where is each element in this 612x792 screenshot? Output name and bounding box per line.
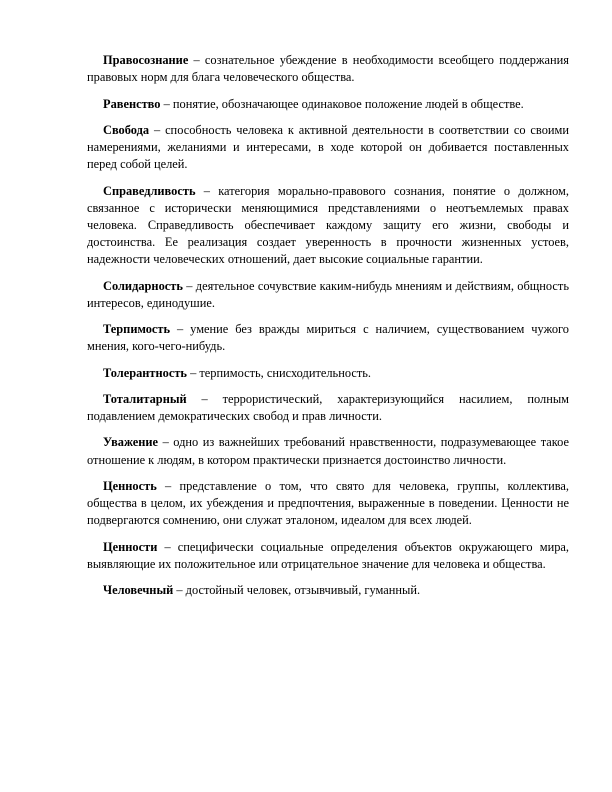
glossary-entry-chelovechny bbox=[87, 582, 569, 599]
term: Правосознание bbox=[103, 53, 189, 67]
glossary-list bbox=[87, 52, 569, 608]
term: Терпимость bbox=[103, 322, 171, 337]
term: Ценности bbox=[103, 539, 158, 554]
glossary-entry-tsennosti bbox=[87, 539, 569, 573]
definition: – терпимость, снисходительность. bbox=[186, 365, 371, 380]
term: Толерантность bbox=[103, 365, 187, 380]
term: Справедливость bbox=[103, 183, 196, 198]
glossary-entry-svoboda bbox=[87, 122, 569, 174]
definition: – умение без вражды мириться с наличием, существованием чужого мнения, кого-чего-нибудь. bbox=[87, 322, 569, 354]
term: Человечный bbox=[103, 583, 174, 598]
glossary-entry-ravenstvo bbox=[87, 96, 569, 113]
term: Уважение bbox=[103, 435, 159, 450]
definition: – категория морально-правового сознания, понятие о должном, связанное с исторически меняющимися представлениями о неотъемлемых правах человека. Справедливость обеспечивает каждому защиту его жизни, свободы и достоинства. Ее реализация создает уверенность в прочности жизненных устоев, надежности человеческих отношений, дает высокие социальные гарантии. bbox=[87, 183, 569, 267]
glossary-entry-tsennost bbox=[87, 478, 569, 530]
term: Ценность bbox=[103, 478, 157, 493]
definition: – сознательное убеждение в необходимости всеобщего поддержания правовых норм для блага человеческого общества. bbox=[87, 53, 569, 85]
term: Тоталитарный bbox=[103, 391, 187, 406]
glossary-entry-terpimost bbox=[87, 321, 569, 355]
glossary-entry-solidarnost bbox=[87, 278, 569, 312]
glossary-entry-pravosoznanie bbox=[87, 52, 569, 86]
glossary-entry-tolerantnost bbox=[87, 365, 569, 382]
term: Свобода bbox=[103, 122, 150, 137]
definition: – специфически социальные определения объектов окружающего мира, выявляющие их положительное или отрицательное значение для человека и общества. bbox=[87, 539, 569, 571]
term: Солидарность bbox=[103, 278, 183, 293]
definition: – понятие, обозначающее одинаковое положение людей в обществе. bbox=[160, 96, 524, 111]
definition: – достойный человек, отзывчивый, гуманный. bbox=[173, 583, 421, 598]
definition: – одно из важнейших требований нравственности, подразумевающее такое отношение к людям, в котором практически признается достоинство личности. bbox=[87, 435, 569, 467]
term: Равенство bbox=[103, 96, 161, 111]
definition: – представление о том, что свято для человека, группы, коллектива, общества в целом, их убеждения и предпочтения, выраженные в поведении. Ценности не подвергаются сомнению, они служат эталоном, идеалом для всех людей. bbox=[87, 478, 569, 528]
definition: – деятельное сочувствие каким-нибудь мнениям и действиям, общность интересов, единодушие. bbox=[87, 278, 569, 310]
definition: – способность человека к активной деятельности в соответствии со своими намерениями, желаниями и интересами, в ходе которой он добивается поставленных перед собой целей. bbox=[87, 122, 569, 172]
glossary-entry-totalitarny bbox=[87, 391, 569, 425]
glossary-entry-spravedlivost bbox=[87, 183, 569, 269]
definition: – террористический, характеризующийся насилием, полным подавлением демократических свобод и прав личности. bbox=[87, 391, 569, 424]
glossary-entry-uvazhenie bbox=[87, 434, 569, 468]
